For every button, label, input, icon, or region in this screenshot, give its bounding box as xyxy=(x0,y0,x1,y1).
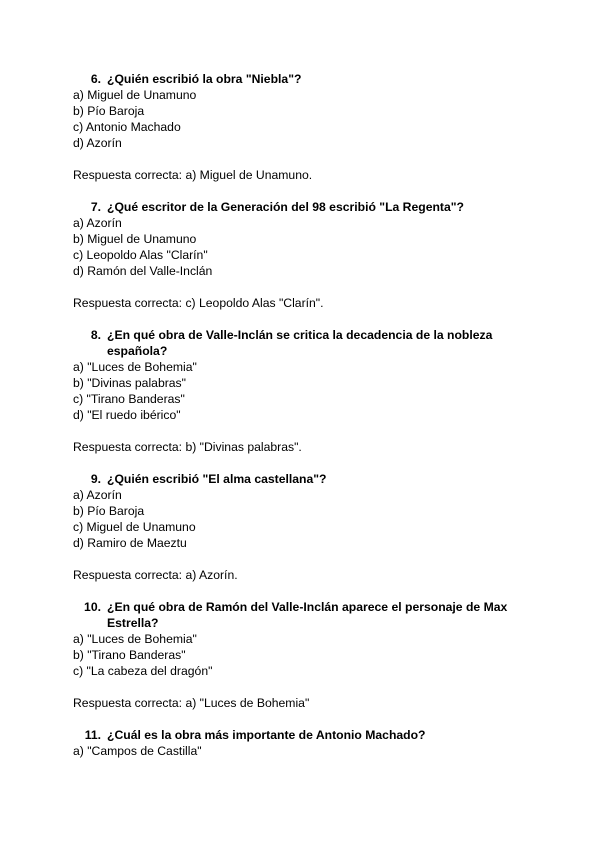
correct-answer: Respuesta correcta: c) Leopoldo Alas "Clarín". xyxy=(73,296,324,310)
question-7 xyxy=(73,199,543,311)
correct-answer: Respuesta correcta: b) "Divinas palabras". xyxy=(73,440,302,454)
option-a: a) Azorín xyxy=(73,488,122,502)
question-heading xyxy=(73,599,543,631)
question-text: ¿En qué obra de Valle-Inclán se critica la decadencia de la nobleza española? xyxy=(107,328,493,358)
option-b: b) Pío Baroja xyxy=(73,504,145,518)
question-6 xyxy=(73,71,543,183)
question-text: ¿Cuál es la obra más importante de Antonio Machado? xyxy=(107,728,426,742)
question-text: ¿En qué obra de Ramón del Valle-Inclán aparece el personaje de Max Estrella? xyxy=(107,600,508,630)
option-c: c) Leopoldo Alas "Clarín" xyxy=(73,248,208,262)
question-number: 7. xyxy=(90,200,101,214)
question-heading xyxy=(73,471,543,487)
question-number: 8. xyxy=(90,328,101,342)
option-b: b) "Tirano Banderas" xyxy=(73,648,186,662)
option-c: c) Miguel de Unamuno xyxy=(73,520,196,534)
question-text: ¿Quién escribió "El alma castellana"? xyxy=(107,472,327,486)
correct-answer: Respuesta correcta: a) "Luces de Bohemia" xyxy=(73,696,310,710)
option-a: a) "Luces de Bohemia" xyxy=(73,360,197,374)
option-a: a) Azorín xyxy=(73,216,122,230)
option-b: b) Miguel de Unamuno xyxy=(73,232,197,246)
option-b: b) "Divinas palabras" xyxy=(73,376,186,390)
option-b: b) Pío Baroja xyxy=(73,104,145,118)
option-a: a) "Campos de Castilla" xyxy=(73,744,202,758)
option-d: d) "El ruedo ibérico" xyxy=(73,408,181,422)
question-heading xyxy=(73,199,543,215)
correct-answer: Respuesta correcta: a) Azorín. xyxy=(73,568,238,582)
question-10 xyxy=(73,599,543,711)
option-a: a) Miguel de Unamuno xyxy=(73,88,197,102)
option-a: a) "Luces de Bohemia" xyxy=(73,632,197,646)
question-number: 10. xyxy=(84,600,101,614)
option-d: d) Azorín xyxy=(73,136,122,150)
option-c: c) Antonio Machado xyxy=(73,120,181,134)
question-number: 9. xyxy=(90,472,101,486)
question-9 xyxy=(73,471,543,583)
question-number: 6. xyxy=(90,72,101,86)
question-heading xyxy=(73,727,543,743)
question-heading xyxy=(73,327,543,359)
option-d: d) Ramón del Valle-Inclán xyxy=(73,264,213,278)
question-heading xyxy=(73,71,543,87)
question-text: ¿Quién escribió la obra "Niebla"? xyxy=(107,72,302,86)
option-c: c) "La cabeza del dragón" xyxy=(73,664,213,678)
option-d: d) Ramiro de Maeztu xyxy=(73,536,187,550)
correct-answer: Respuesta correcta: a) Miguel de Unamuno. xyxy=(73,168,313,182)
question-11 xyxy=(73,727,543,759)
option-c: c) "Tirano Banderas" xyxy=(73,392,185,406)
question-text: ¿Qué escritor de la Generación del 98 escribió "La Regenta"? xyxy=(107,200,464,214)
question-8 xyxy=(73,327,543,455)
question-number: 11. xyxy=(84,728,101,742)
